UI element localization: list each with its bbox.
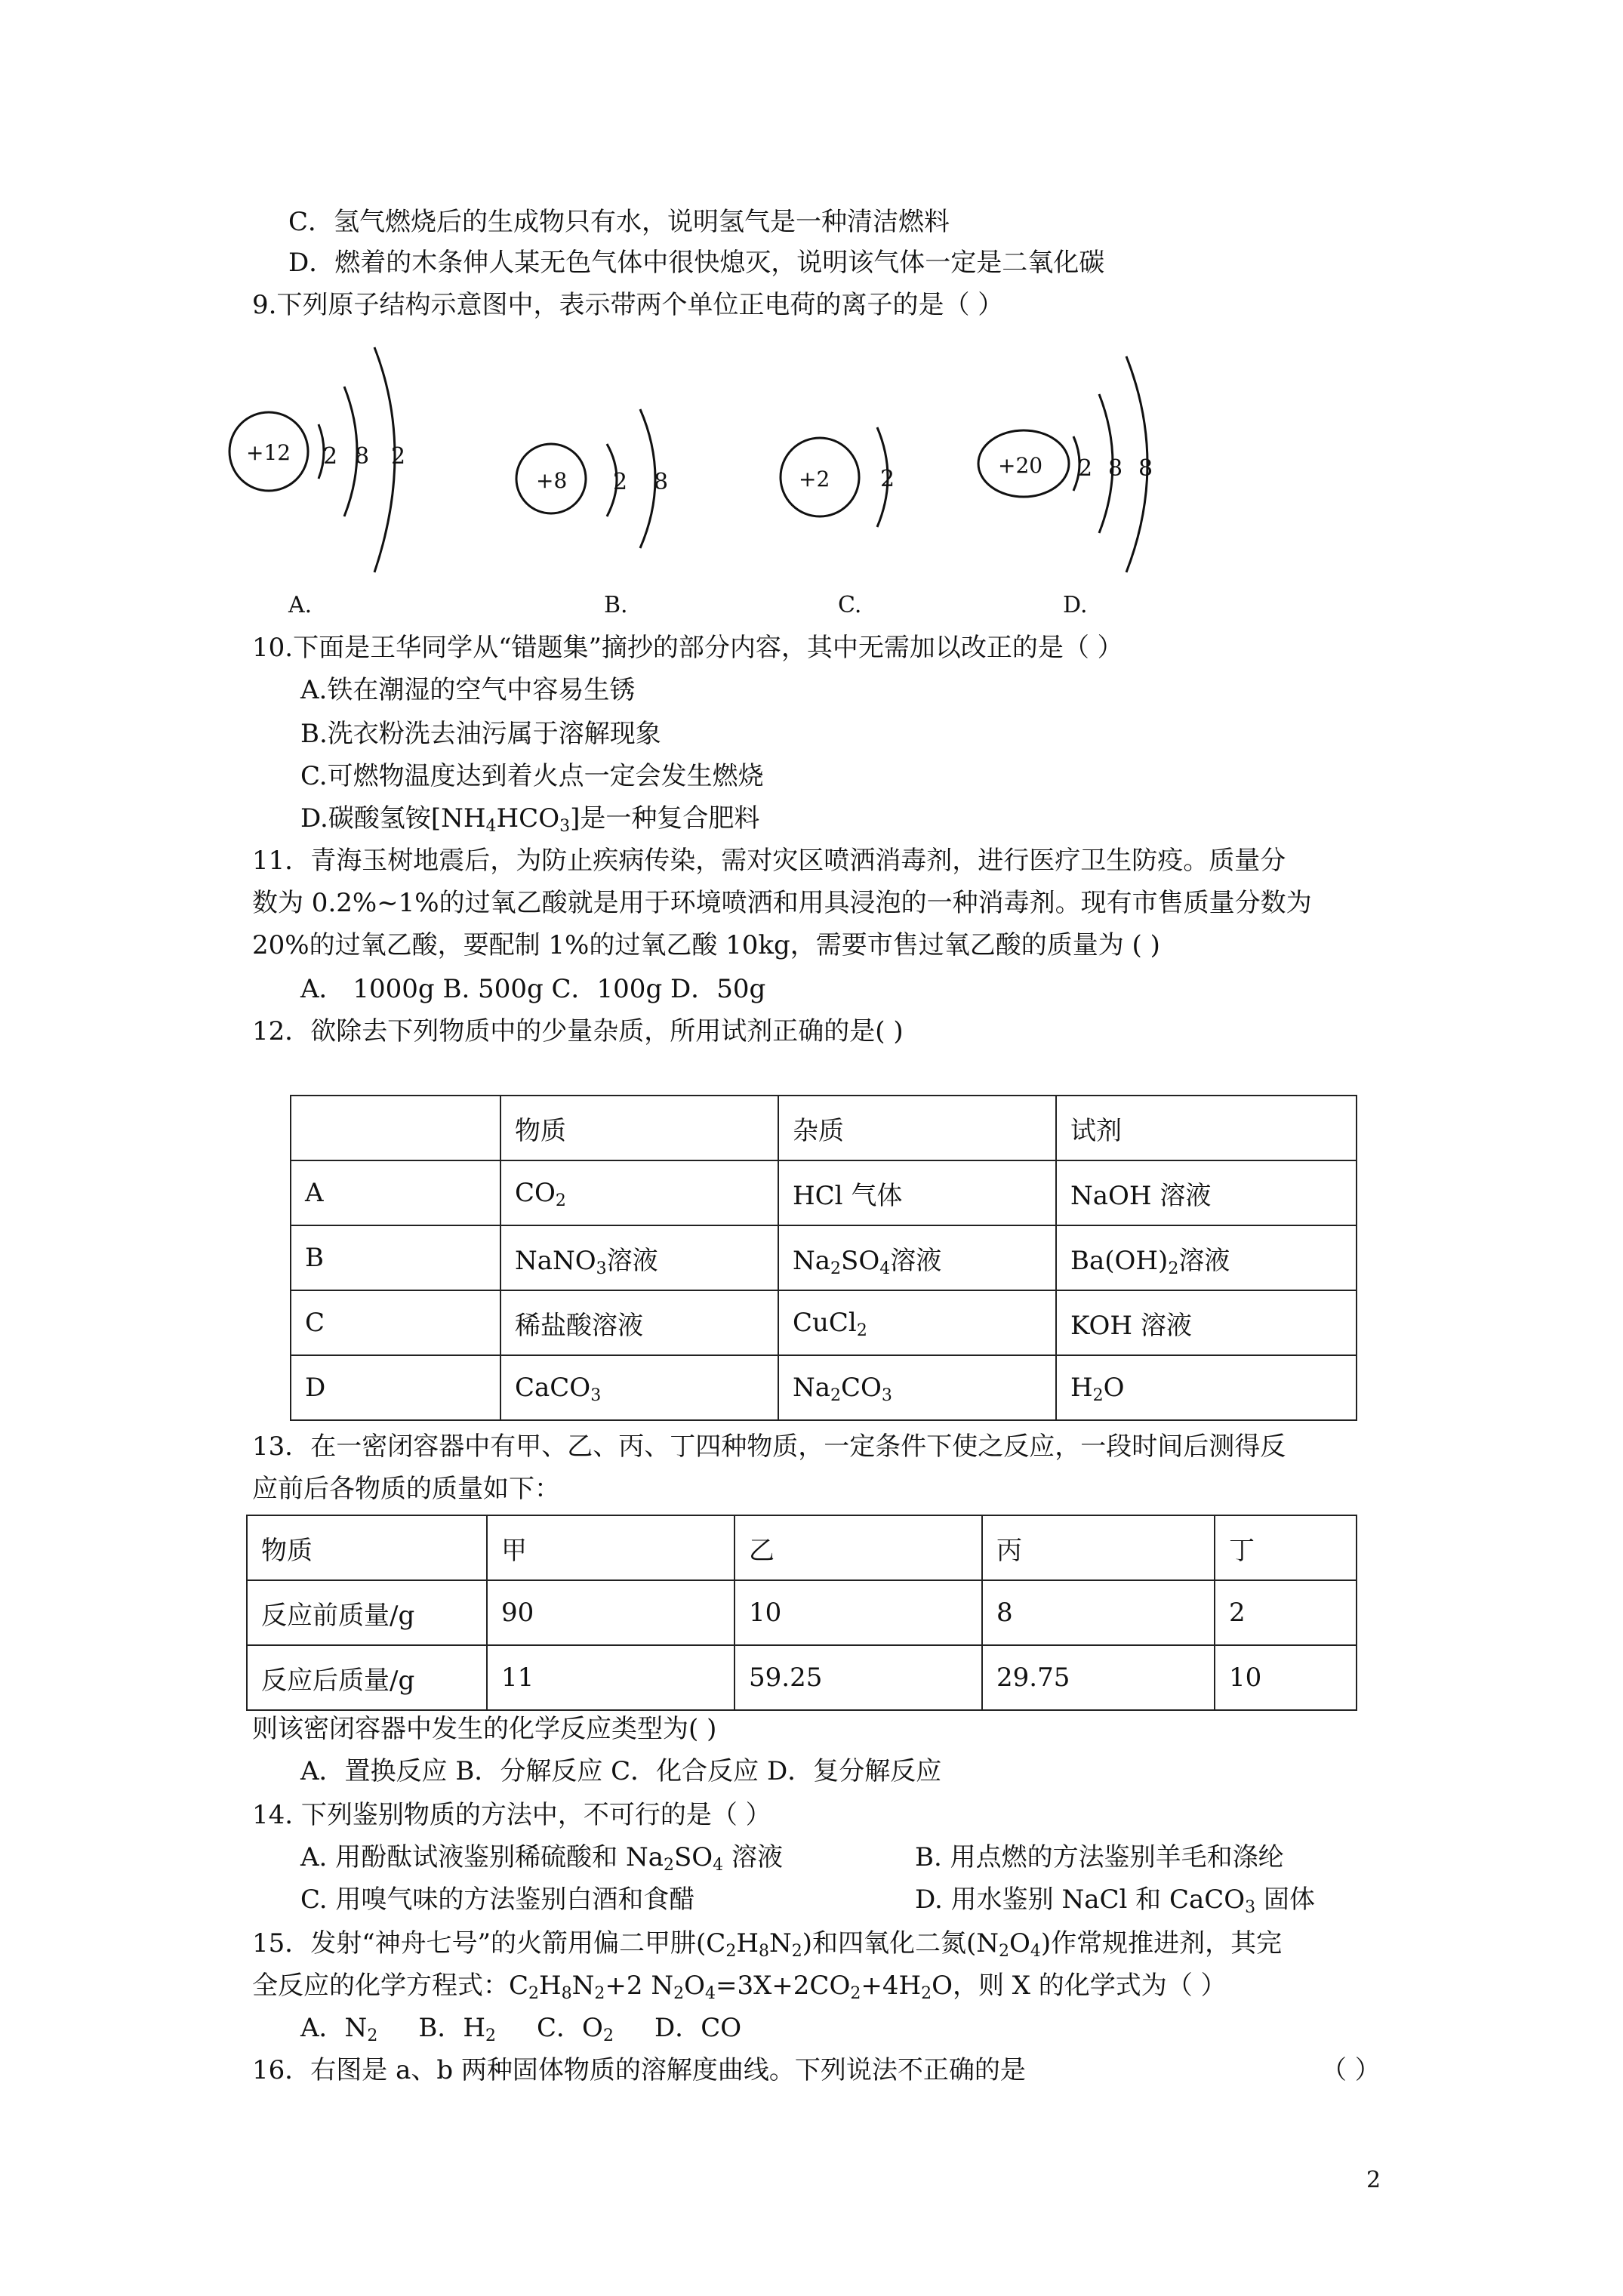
table-header-row <box>247 1515 1357 1580</box>
svg-text:+2: +2 <box>799 467 830 492</box>
table-cell: 物质 <box>247 1515 487 1580</box>
q16-stem: 16．右图是 a、b 两种固体物质的溶解度曲线。下列说法不正确的是 <box>252 2055 1026 2085</box>
svg-text:2: 2 <box>880 466 895 492</box>
table-cell: D <box>291 1355 500 1420</box>
q13-line-1: 13．在一密闭容器中有甲、乙、丙、丁四种物质，一定条件下使之反应，一段时间后测得反 <box>252 1432 1286 1462</box>
q15-line-2: 全反应的化学方程式：$C_2H_8N_2+2$ $N_2O_4=3X+2CO_2+4H_2O$，则 X 的化学式为（ ） <box>252 1971 1227 2003</box>
q13-line-2: 应前后各物质的质量如下： <box>252 1474 560 1504</box>
q11-line-1: 11．青海玉树地震后，为防止疾病传染，需对灾区喷洒消毒剂，进行医疗卫生防疫。质量分 <box>252 846 1286 876</box>
svg-text:8: 8 <box>1138 455 1153 482</box>
table-cell: 10 <box>735 1580 982 1645</box>
svg-text:+8: +8 <box>536 468 568 493</box>
table-cell: 物质 <box>500 1096 778 1160</box>
table-cell: 反应前质量/g <box>247 1580 487 1645</box>
table-cell: $Ba(OH)_2$溶液 <box>1056 1225 1357 1290</box>
q16-answer-paren: （ ） <box>1321 2055 1381 2085</box>
svg-text:8: 8 <box>1108 455 1123 482</box>
q8-option-d: D．燃着的木条伸人某无色气体中很快熄灭，说明该气体一定是二氧化碳 <box>288 248 1105 278</box>
q9-stem: 9.下列原子结构示意图中，表示带两个单位正电荷的离子的是（ ） <box>252 290 1004 320</box>
q10-option-d: D.碳酸氢铵$[NH_4HCO_3]$是一种复合肥料 <box>300 803 760 836</box>
q15-line-1: 15．发射“神舟七号”的火箭用偏二甲肼$(C_2H_8N_2)$和四氧化二氮$(N_2O_4)$作常规推进剂，其完 <box>252 1928 1283 1961</box>
svg-text:2: 2 <box>391 443 406 470</box>
table-cell: 29.75 <box>982 1645 1215 1710</box>
atom-diagram-b <box>515 396 681 557</box>
q11-line-3: 20%的过氧乙酸，要配制 1%的过氧乙酸 10kg，需要市售过氧乙酸的质量为 ( ) <box>252 930 1160 960</box>
table-cell: $Na_2SO_4$溶液 <box>778 1225 1056 1290</box>
svg-text:2: 2 <box>613 469 628 495</box>
svg-text:8: 8 <box>654 469 669 495</box>
table-cell: B <box>291 1225 500 1290</box>
label-c: C. <box>838 592 862 618</box>
table-header-row <box>291 1096 1357 1160</box>
table-row <box>247 1580 1357 1645</box>
table-row <box>291 1225 1357 1290</box>
svg-text:+12: +12 <box>246 440 291 465</box>
table-cell: 丁 <box>1215 1515 1357 1580</box>
table-cell: $CO_2$ <box>500 1160 778 1225</box>
q11-line-2: 数为 0.2%~1%的过氧乙酸就是用于环境喷洒和用具浸泡的一种消毒剂。现有市售质量分数为 <box>252 888 1312 918</box>
table-cell: 甲 <box>487 1515 735 1580</box>
q12-stem: 12．欲除去下列物质中的少量杂质，所用试剂正确的是( ) <box>252 1016 904 1046</box>
label-a: A. <box>288 592 313 618</box>
table-row <box>247 1645 1357 1710</box>
atom-diagram-c <box>778 412 929 536</box>
table-row <box>291 1290 1357 1355</box>
atom-diagram-d <box>978 349 1175 578</box>
svg-text:+20: +20 <box>998 453 1043 478</box>
q13-table <box>246 1515 1357 1711</box>
q14-option-a: A. 用酚酞试液鉴别稀硫酸和 $Na_2SO_4$ 溶液 <box>300 1842 783 1875</box>
label-d: D. <box>1063 592 1088 618</box>
table-cell: 8 <box>982 1580 1215 1645</box>
table-cell: 11 <box>487 1645 735 1710</box>
svg-text:2: 2 <box>323 443 338 470</box>
q14-option-c: C. 用嗅气味的方法鉴别白酒和食醋 <box>300 1885 695 1915</box>
table-cell: 反应后质量/g <box>247 1645 487 1710</box>
table-cell: A <box>291 1160 500 1225</box>
q13-options: A．置换反应 B．分解反应 C．化合反应 D．复分解反应 <box>300 1756 942 1786</box>
q14-option-b: B. 用点燃的方法鉴别羊毛和涤纶 <box>915 1842 1284 1872</box>
q10-option-a: A.铁在潮湿的空气中容易生锈 <box>300 675 636 705</box>
table-cell: HCl 气体 <box>778 1160 1056 1225</box>
q12-table <box>290 1095 1357 1421</box>
label-b: B. <box>604 592 628 618</box>
svg-text:8: 8 <box>355 443 370 470</box>
svg-text:2: 2 <box>1078 455 1093 482</box>
q14-stem: 14. 下列鉴别物质的方法中，不可行的是（ ） <box>252 1800 771 1830</box>
q8-option-c: C．氢气燃烧后的生成物只有水，说明氢气是一种清洁燃料 <box>288 207 950 237</box>
table-cell: CuCl$_2$ <box>778 1290 1056 1355</box>
table-cell <box>291 1096 500 1160</box>
q10-option-b: B.洗衣粉洗去油污属于溶解现象 <box>300 719 661 749</box>
q11-options: A． 1000g B. 500g C．100g D．50g <box>300 974 766 1004</box>
atom-diagram-a <box>226 341 423 586</box>
q10-option-c: C.可燃物温度达到着火点一定会发生燃烧 <box>300 761 764 791</box>
table-cell: NaNO$_3$溶液 <box>500 1225 778 1290</box>
table-cell: 乙 <box>735 1515 982 1580</box>
table-cell: 2 <box>1215 1580 1357 1645</box>
table-cell: $Na_2CO_3$ <box>778 1355 1056 1420</box>
table-cell: C <box>291 1290 500 1355</box>
table-cell: 90 <box>487 1580 735 1645</box>
table-cell: CaCO$_3$ <box>500 1355 778 1420</box>
page-number: 2 <box>1366 2167 1381 2193</box>
table-cell: 试剂 <box>1056 1096 1357 1160</box>
table-row <box>291 1355 1357 1420</box>
table-cell: NaOH 溶液 <box>1056 1160 1357 1225</box>
q14-option-d: D. 用水鉴别 NaCl 和 CaCO$_3$ 固体 <box>915 1885 1315 1917</box>
table-cell: 59.25 <box>735 1645 982 1710</box>
table-cell: KOH 溶液 <box>1056 1290 1357 1355</box>
table-cell: 稀盐酸溶液 <box>500 1290 778 1355</box>
table-cell: 杂质 <box>778 1096 1056 1160</box>
table-cell: $H_2O$ <box>1056 1355 1357 1420</box>
q10-stem: 10.下面是王华同学从“错题集”摘抄的部分内容，其中无需加以改正的是（ ） <box>252 633 1123 663</box>
table-row <box>291 1160 1357 1225</box>
q13-question: 则该密闭容器中发生的化学反应类型为( ) <box>252 1714 717 1744</box>
table-cell: 10 <box>1215 1645 1357 1710</box>
table-cell: 丙 <box>982 1515 1215 1580</box>
q15-options: A．$N_2$ B．$H_2$ C．$O_2$ D．CO <box>300 2013 742 2045</box>
